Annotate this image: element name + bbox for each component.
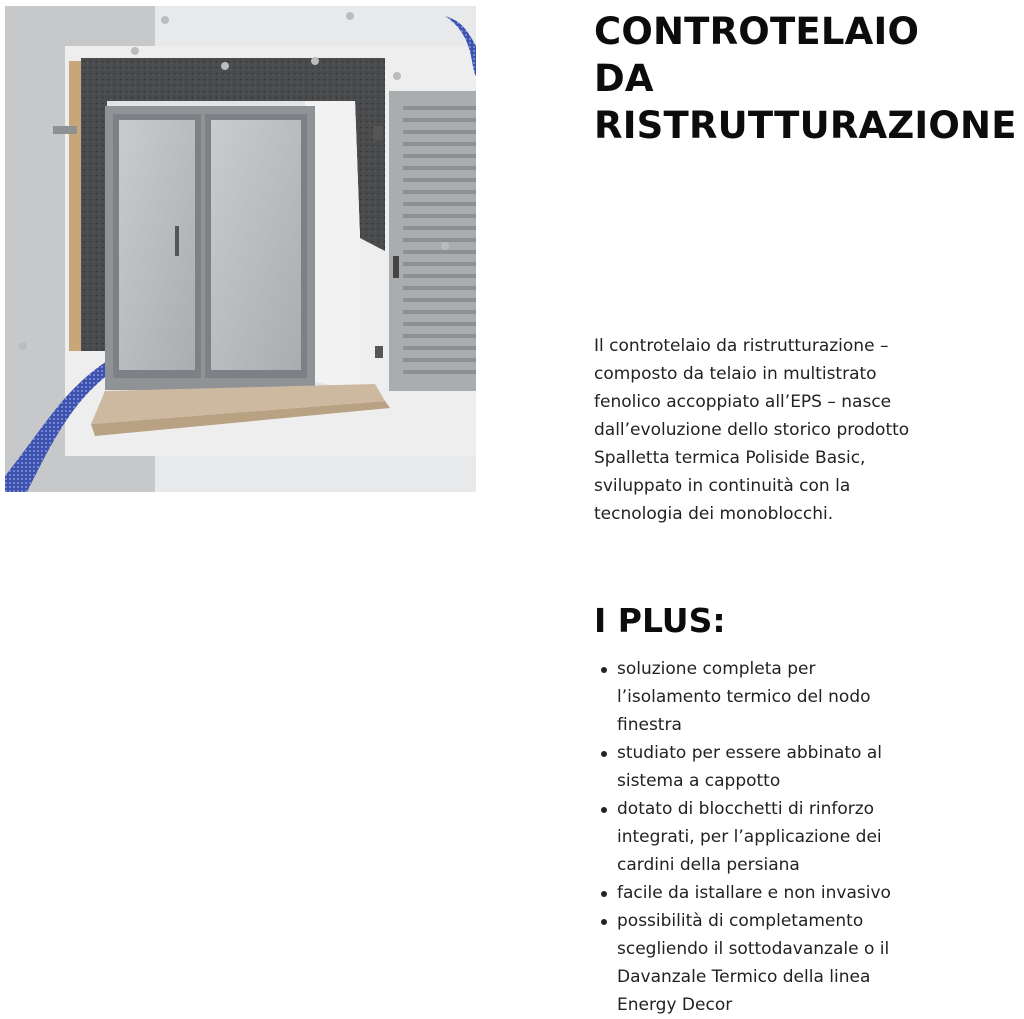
title-line: DA [594, 57, 654, 100]
product-content [594, 8, 1019, 1019]
plus-heading: I PLUS: [594, 601, 726, 640]
title-line: CONTROTELAIO [594, 10, 920, 53]
window-counterframe-illustration [5, 6, 476, 492]
page-title [594, 8, 1019, 149]
plus-list-item: facile da istallare e non invasivo [594, 879, 924, 907]
plus-list [594, 655, 924, 1019]
product-description: Il controtelaio da ristrutturazione – composto da telaio in multistrato fenolico accoppiato all’EPS – nasce dall’evoluzione dello storico prodotto Spalletta termica Poliside Basic, sviluppato in continuità con la tecnologia dei monoblocchi. [594, 336, 910, 524]
title-line: RISTRUTTURAZIONE [594, 104, 1017, 147]
plus-list-item: soluzione completa per l’isolamento termico del nodo finestra [594, 655, 924, 739]
plus-list-item: possibilità di completamento scegliendo il sottodavanzale o il Davanzale Termico della linea Energy Decor [594, 907, 924, 1019]
product-image [5, 6, 476, 492]
plus-list-item: dotato di blocchetti di rinforzo integrati, per l’applicazione dei cardini della persiana [594, 795, 924, 879]
plus-list-item: studiato per essere abbinato al sistema a cappotto [594, 739, 924, 795]
